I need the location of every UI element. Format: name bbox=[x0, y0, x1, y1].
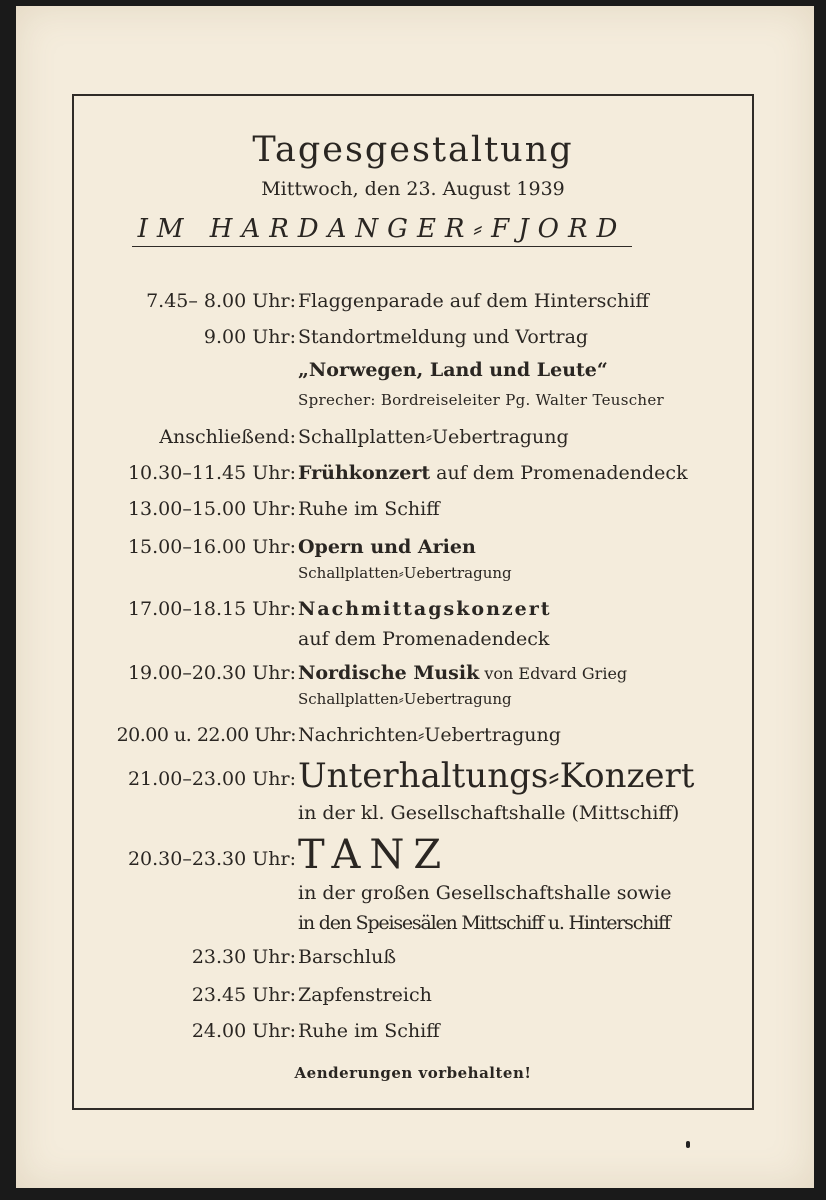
date-subtitle: Mittwoch, den 23. August 1939 bbox=[261, 178, 565, 200]
footer-note: Aenderungen vorbehalten! bbox=[294, 1064, 532, 1082]
activity-composer: von Edvard Grieg bbox=[479, 664, 628, 683]
activity: Nachrichten⸗Uebertragung bbox=[298, 724, 561, 746]
schedule-time: 15.00–16.00 Uhr: bbox=[127, 536, 296, 558]
speaker-line: Sprecher: Bordreiseleiter Pg. Walter Teuscher bbox=[298, 391, 665, 409]
activity-detail: Schallplatten⸗Uebertragung bbox=[298, 690, 512, 708]
activity: Zapfenstreich bbox=[298, 984, 432, 1006]
activity-highlight: Opern und Arien bbox=[298, 536, 476, 558]
activity-detail: in den Speisesälen Mittschiff u. Hinterschiff bbox=[298, 912, 670, 934]
schedule-time: 21.00–23.00 Uhr: bbox=[127, 768, 296, 790]
activity-detail: auf dem Promenadendeck bbox=[298, 628, 550, 650]
schedule-time: 20.00 u. 22.00 Uhr: bbox=[116, 724, 296, 746]
activity: Ruhe im Schiff bbox=[298, 1020, 440, 1042]
activity-detail: in der großen Gesellschaftshalle sowie bbox=[298, 882, 672, 904]
program-sheet bbox=[16, 6, 814, 1188]
schedule-time: 23.45 Uhr: bbox=[191, 984, 296, 1006]
activity-detail: auf dem Promenadendeck bbox=[430, 462, 688, 484]
activity-highlight: TANZ bbox=[298, 832, 451, 878]
page-title: Tagesgestaltung bbox=[252, 130, 574, 170]
schedule-time: 13.00–15.00 Uhr: bbox=[127, 498, 296, 520]
schedule-time: 24.00 Uhr: bbox=[191, 1020, 296, 1042]
schedule-time: 23.30 Uhr: bbox=[191, 946, 296, 968]
program-frame bbox=[72, 94, 754, 1110]
activity-detail: in der kl. Gesellschaftshalle (Mittschiff) bbox=[298, 802, 680, 824]
activity: Flaggenparade auf dem Hinterschiff bbox=[298, 290, 649, 312]
schedule-time: 9.00 Uhr: bbox=[203, 326, 296, 348]
schedule-time: 7.45– 8.00 Uhr: bbox=[146, 290, 296, 312]
schedule-time: 20.30–23.30 Uhr: bbox=[127, 848, 296, 870]
activity: Schallplatten⸗Uebertragung bbox=[298, 426, 569, 448]
activity-highlight: Unterhaltungs⸗Konzert bbox=[298, 756, 695, 796]
lecture-title: „Norwegen, Land und Leute“ bbox=[298, 359, 608, 381]
paper-speck bbox=[686, 1141, 690, 1148]
activity: Standortmeldung und Vortrag bbox=[298, 326, 589, 348]
schedule-time: 17.00–18.15 Uhr: bbox=[127, 598, 296, 620]
activity-detail: Schallplatten⸗Uebertragung bbox=[298, 564, 512, 582]
schedule-time: Anschließend: bbox=[159, 426, 296, 448]
activity: Ruhe im Schiff bbox=[298, 498, 440, 520]
activity-highlight: Nachmittagskonzert bbox=[298, 598, 552, 620]
activity-highlight: Frühkonzert bbox=[298, 462, 431, 484]
activity: Barschluß bbox=[298, 946, 397, 968]
schedule-time: 10.30–11.45 Uhr: bbox=[127, 462, 296, 484]
activity-highlight: Nordische Musik bbox=[298, 662, 480, 684]
schedule-time: 19.00–20.30 Uhr: bbox=[127, 662, 296, 684]
location-heading: IM HARDANGER⸗FJORD bbox=[132, 214, 632, 247]
